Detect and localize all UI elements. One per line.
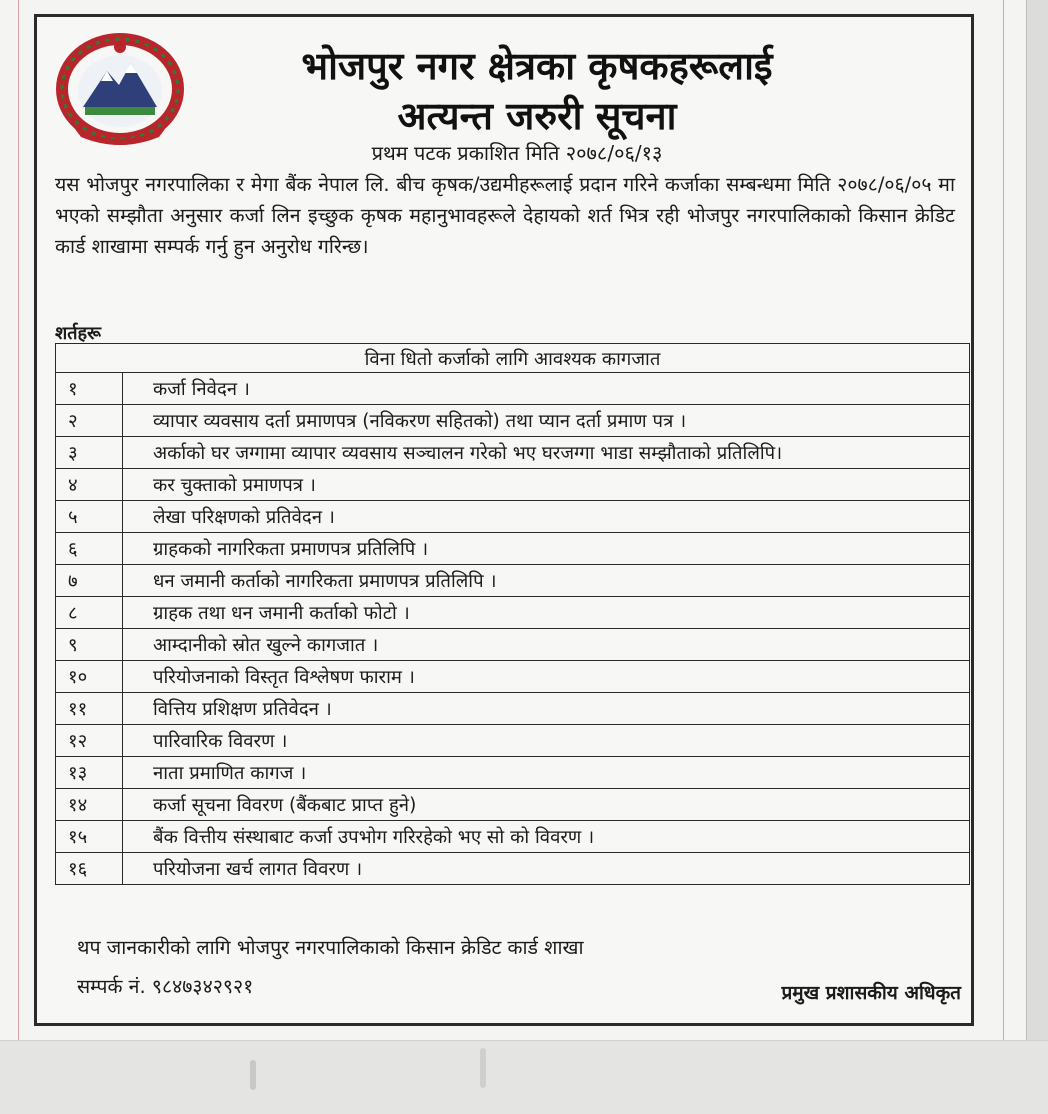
table-row — [56, 597, 970, 629]
row-number: ११ — [56, 693, 123, 725]
row-number: १० — [56, 661, 123, 693]
table-row — [56, 853, 970, 885]
row-item: कर चुक्ताको प्रमाणपत्र । — [123, 469, 970, 501]
table-row — [56, 629, 970, 661]
row-number: १६ — [56, 853, 123, 885]
row-item: पारिवारिक विवरण । — [123, 725, 970, 757]
row-item: अर्काको घर जग्गामा व्यापार व्यवसाय सञ्चालन गरेको भए घरजग्गा भाडा सम्झौताको प्रतिलिपि। — [123, 437, 970, 469]
row-item: परियोजनाको विस्तृत विश्लेषण फाराम । — [123, 661, 970, 693]
table-row — [56, 757, 970, 789]
requirements-table — [55, 343, 970, 885]
requirements-table-body — [56, 373, 970, 885]
published-date: प्रथम पटक प्रकाशित मिति २०७८/०६/१३ — [371, 141, 663, 165]
row-number: १ — [56, 373, 123, 405]
row-number: ५ — [56, 501, 123, 533]
signatory: प्रमुख प्रशासकीय अधिकृत — [781, 982, 961, 1004]
row-number: ९ — [56, 629, 123, 661]
row-item: बैंक वित्तीय संस्थाबाट कर्जा उपभोग गरिरहेको भए सो को विवरण । — [123, 821, 970, 853]
notice-box — [34, 14, 974, 1026]
page-edge — [1026, 0, 1048, 1040]
row-item: व्यापार व्यवसाय दर्ता प्रमाणपत्र (नविकरण सहितको) तथा प्यान दर्ता प्रमाण पत्र । — [123, 405, 970, 437]
table-row — [56, 501, 970, 533]
row-item: धन जमानी कर्ताको नागरिकता प्रमाणपत्र प्रतिलिपि । — [123, 565, 970, 597]
table-row — [56, 789, 970, 821]
notice-title-line1: भोजपुर नगर क्षेत्रका कृषकहरूलाई — [301, 44, 773, 88]
row-number: ३ — [56, 437, 123, 469]
footer-contact-line: सम्पर्क नं. ९८४७३४२९२१ — [77, 975, 254, 998]
row-item: लेखा परिक्षणको प्रतिवेदन । — [123, 501, 970, 533]
nepal-government-emblem-icon — [55, 33, 185, 145]
row-item: वित्तिय प्रशिक्षण प्रतिवेदन । — [123, 693, 970, 725]
paper-smudge — [250, 1060, 256, 1090]
table-row — [56, 565, 970, 597]
margin-line-left — [18, 0, 19, 1040]
row-item: ग्राहक तथा धन जमानी कर्ताको फोटो । — [123, 597, 970, 629]
table-header-row — [56, 344, 970, 373]
margin-line-right — [1003, 0, 1004, 1040]
row-item: कर्जा सूचना विवरण (बैंकबाट प्राप्त हुने) — [123, 789, 970, 821]
table-row — [56, 821, 970, 853]
row-item: ग्राहकको नागरिकता प्रमाणपत्र प्रतिलिपि । — [123, 533, 970, 565]
table-row — [56, 437, 970, 469]
footer-info-line: थप जानकारीको लागि भोजपुर नगरपालिकाको किसान क्रेडिट कार्ड शाखा — [77, 936, 584, 959]
table-row — [56, 661, 970, 693]
table-row — [56, 533, 970, 565]
page-bottom-band — [0, 1040, 1048, 1114]
table-row — [56, 693, 970, 725]
row-number: १५ — [56, 821, 123, 853]
row-number: ४ — [56, 469, 123, 501]
row-number: ७ — [56, 565, 123, 597]
row-item: परियोजना खर्च लागत विवरण । — [123, 853, 970, 885]
row-number: १३ — [56, 757, 123, 789]
table-row — [56, 405, 970, 437]
table-row — [56, 373, 970, 405]
row-number: १२ — [56, 725, 123, 757]
row-item: आम्दानीको स्रोत खुल्ने कागजात । — [123, 629, 970, 661]
notice-title-line2: अत्यन्त जरुरी सूचना — [397, 94, 677, 138]
table-row — [56, 725, 970, 757]
table-row — [56, 469, 970, 501]
paper-smudge — [480, 1048, 486, 1088]
row-number: १४ — [56, 789, 123, 821]
terms-label: शर्तहरू — [55, 323, 102, 344]
table-heading: विना धितो कर्जाको लागि आवश्यक कागजात — [56, 344, 970, 373]
row-number: ६ — [56, 533, 123, 565]
row-number: ८ — [56, 597, 123, 629]
row-item: नाता प्रमाणित कागज । — [123, 757, 970, 789]
row-number: २ — [56, 405, 123, 437]
intro-paragraph: यस भोजपुर नगरपालिका र मेगा बैंक नेपाल लि. बीच कृषक/उद्यमीहरूलाई प्रदान गरिने कर्जाका सम्बन्धमा मिति २०७८/०६/०५ मा भएको सम्झौता अनुसार कर्जा लिन इच्छुक कृषक महानुभावहरूले देहायको शर्त भित्र रही भोजपुर नगरपालिकाको किसान क्रेडिट कार्ड शाखामा सम्पर्क गर्नु हुन अनुरोध गरिन्छ। — [55, 173, 955, 258]
row-item: कर्जा निवेदन । — [123, 373, 970, 405]
